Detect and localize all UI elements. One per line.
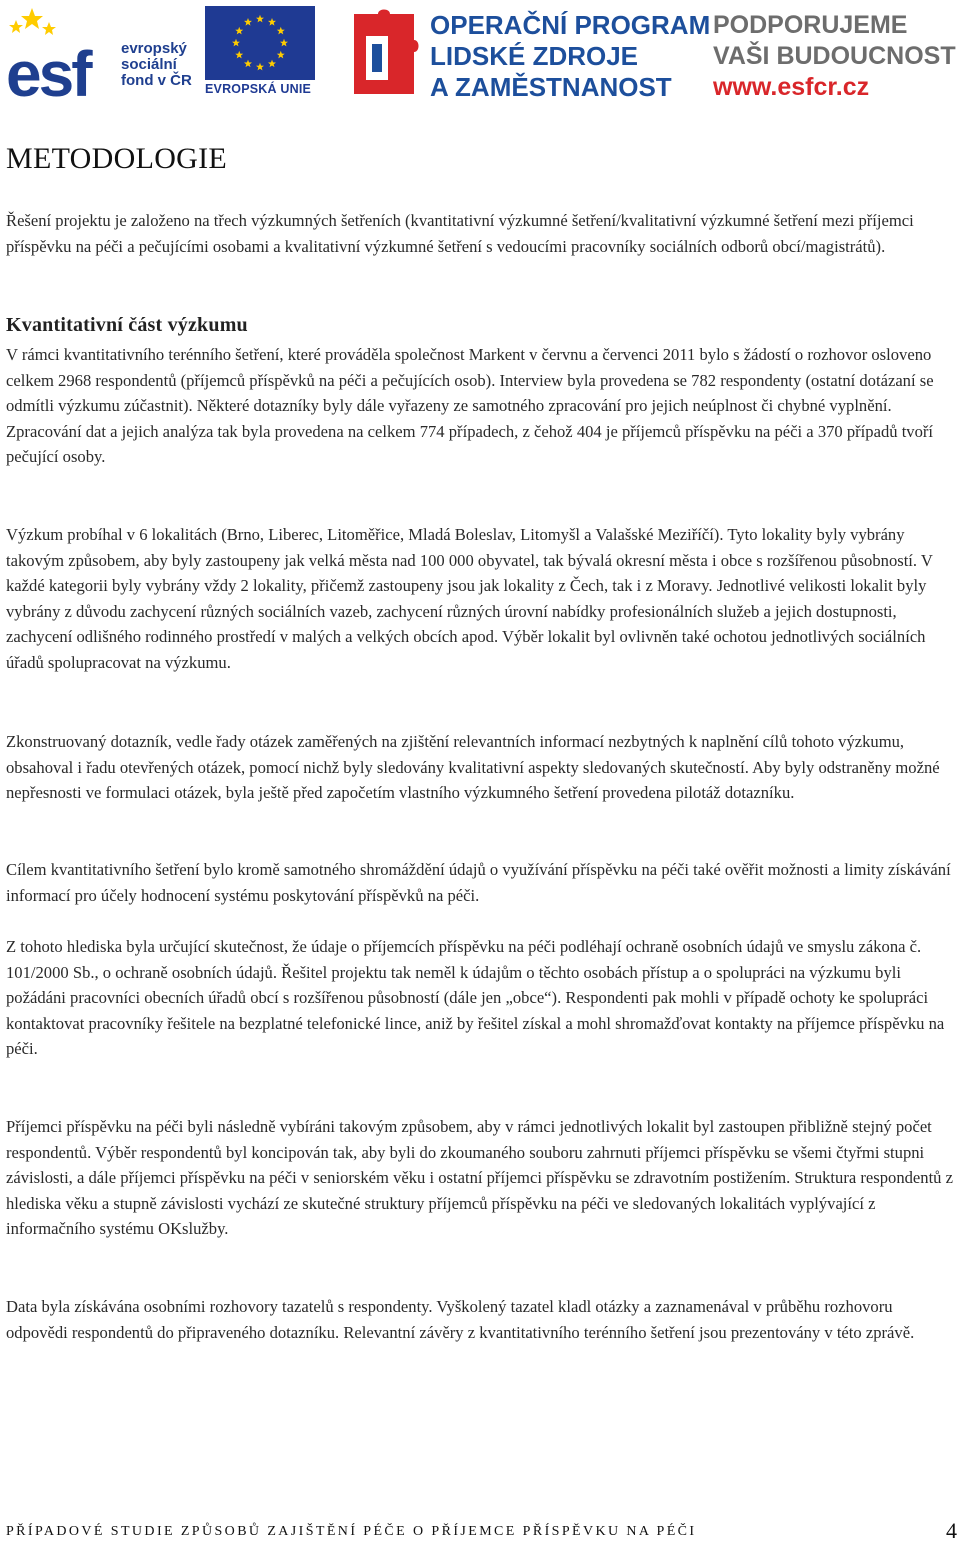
body-paragraph: Cílem kvantitativního šetření bylo kromě samotného shromáždění údajů o využívání příspěvku na péči také ověřit možnosti a limity získávání informací pro účely hodnocení systému poskytování příspěvků na péči.: [6, 860, 951, 905]
running-footer: PŘÍPADOVÉ STUDIE ZPŮSOBŮ ZAJIŠTĚNÍ PÉČE O PŘÍJEMCE PŘÍSPĚVKU NA PÉČI: [6, 1524, 697, 1539]
esf-caption: [121, 41, 192, 89]
page-number: 4: [946, 1518, 957, 1543]
slogan-line1: PODPORUJEME: [713, 11, 908, 39]
esf-caption-line2: sociální: [121, 56, 177, 73]
body-paragraph: Z tohoto hlediska byla určující skutečnost, že údaje o příjemcích příspěvku na péči podléhají ochraně osobních údajů ve smyslu zákona č. 101/2000 Sb., o ochraně osobních údajů. Řešitel projektu tak neměl k údajům o těchto osobách přístup a o spolupráci na výzkumu byli požádáni pracovníci obecních úřadů obcí s rozšířenou působností (dále jen „obce“). Respondenti pak mohli v případě ochoty ke spolupráci kontaktovat pracovníky řešitele na bezplatné telefonické lince, aniž by řešitel získal a mohl shromažďovat kontakty na příjemce příspěvku na péči.: [6, 937, 945, 1059]
body-paragraph: Zkonstruovaný dotazník, vedle řady otázek zaměřených na zjištění relevantních informací nezbytných k naplnění cílů tohoto výzkumu, obsahoval i řadu otevřených otázek, pomocí nichž byly sledovány kvalitativní aspekty sledovaných skutečností. Aby byly odstraněny možné nepřesnosti ve formulaci otázek, byla ještě před započetím vlastního výzkumného šetření provedena pilotáž dotazníku.: [6, 732, 940, 803]
body-paragraph: Data byla získávána osobními rozhovory tazatelů s respondenty. Vyškolený tazatel kladl otázky a zaznamenával v průběhu rozhovoru odpovědi respondentů do připraveného dotazníku. Relevantní závěry z kvantitativního terénního šetření jsou prezentovány v této zprávě.: [6, 1297, 915, 1342]
page-header: [0, 0, 960, 104]
esf-stars: [9, 8, 56, 35]
op-title-line2: LIDSKÉ ZDROJE: [430, 41, 639, 71]
intro-paragraph: Řešení projektu je založeno na třech výzkumných šetřeních (kvantitativní výzkumné šetření/kvalitativní výzkumné šetření mezi příjemci příspěvku na péči a pečujícími osobami a kvalitativní výzkumné šetření s vedoucími pracovníky sociálních odborů obcí/magistrátů).: [6, 211, 914, 256]
esf-url-link[interactable]: www.esfcr.cz: [713, 73, 870, 101]
body-paragraph: Příjemci příspěvku na péči byli následně vybíráni takovým způsobem, aby v rámci jednotlivých lokalit byl zastoupen přibližně stejný počet respondentů. Výběr respondentů byl koncipován tak, aby byli do zkoumaného souboru zahrnuti příjemci příspěvku se všemi čtyřmi stupni závislosti, a dále příjemci příspěvku na péči v seniorském věku i ostatní příjemci příspěvku se zdravotním postižením. Struktura respondentů z hlediska věku a stupně závislosti vychází ze skutečné struktury příjemců příspěvku na péči ve sledovaných lokalitách vyplývající z informačního systému OKslužby.: [6, 1117, 953, 1239]
eu-caption: EVROPSKÁ UNIE: [205, 82, 312, 96]
esf-caption-line3: fond v ČR: [121, 72, 192, 89]
op-title-line1: OPERAČNÍ PROGRAM: [430, 10, 711, 40]
op-title-line3: A ZAMĚSTNANOST: [430, 72, 672, 102]
esf-caption-line1: evropský: [121, 40, 187, 57]
eu-flag-logo: [205, 6, 315, 80]
slogan: [713, 10, 956, 103]
op-title: [430, 10, 710, 103]
page-title: METODOLOGIE: [6, 142, 228, 175]
body-paragraph: Výzkum probíhal v 6 lokalitách (Brno, Liberec, Litoměřice, Mladá Boleslav, Litomyšl a Valašské Meziříčí). Tyto lokality byly vybrány takovým způsobem, aby byly zastoupeny jak velká města nad 100 000 obyvatel, tak bývalá okresní města i obce s rozšířenou působností. V každé kategorii byly vybrány vždy 2 lokality, přičemž zastoupeny jsou jak lokality z Čech, tak i z Moravy. Jednotlivé velikosti lokalit byly vybrány z důvodu zachycení různých sociálních vazeb, zachycení různých úrovní nabídky profesionálních služeb a jejich dostupnosti, zachycení odlišného rodinného prostředí v malých a velkých obcích apod. Výběr lokalit byl ovlivněn také ochotou jednotlivých sociálních úřadů spolupracovat na výzkumu.: [6, 525, 933, 672]
section-heading: Kvantitativní část výzkumu: [6, 314, 248, 336]
slogan-line2: VAŠI BUDOUCNOST: [713, 42, 956, 70]
body-paragraph: V rámci kvantitativního terénního šetření, které prováděla společnost Markent v červnu a červenci 2011 bylo s žádostí o rozhovor osloveno celkem 2968 respondentů (příjemců příspěvků na péči a pečujících osob). Interview byla provedena se 782 respondenty (ostatní dotázaní se odmítli výzkumu zúčastnit). Některé dotazníky byly dále vyřazeny ze samotného zpracování pro jejich neúplnost či chybné vyplnění. Zpracování dat a jejich analýza tak byla provedena na celkem 774 případech, z čehož 404 je příjemců příspěvku na péči a 370 případů tvoří pečující osoby.: [6, 345, 934, 467]
op-puzzle-logo: [350, 6, 422, 98]
esf-logo: [6, 6, 116, 98]
esf-brand: esf: [6, 38, 90, 98]
